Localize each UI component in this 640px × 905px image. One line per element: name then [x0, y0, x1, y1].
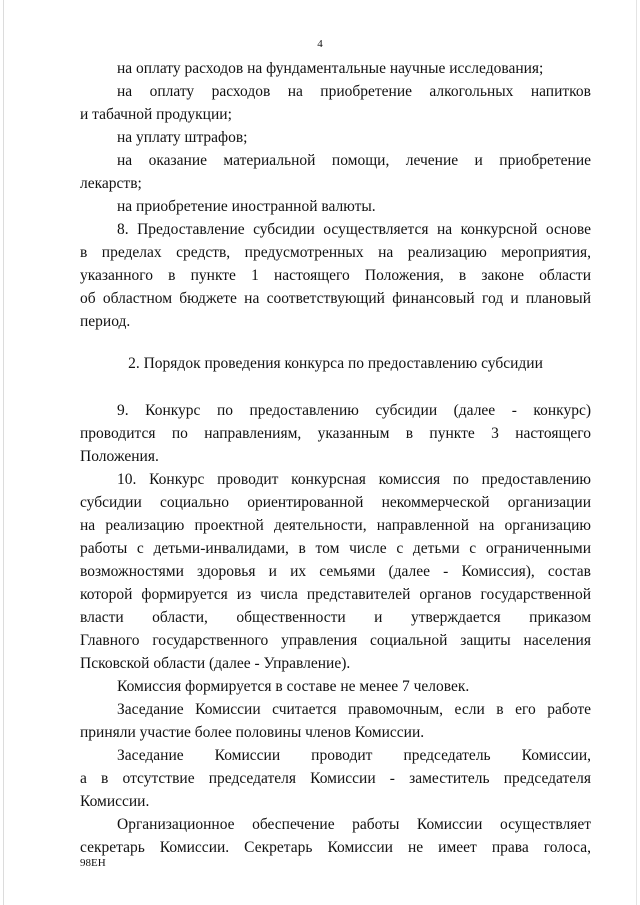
text-line: Положения. — [80, 448, 159, 465]
text-line: на оказание материальной помощи, лечение и приобретение — [117, 152, 591, 169]
text-line: и табачной продукции; — [80, 106, 232, 123]
text-line: власти области, общественности и утверждается приказом — [80, 609, 591, 626]
scan-edge-right — [636, 0, 637, 905]
text-line: об областном бюджете на соответствующий финансовый год и плановый — [80, 290, 591, 307]
text-line: 10. Конкурс проводит конкурсная комиссия по предоставлению — [117, 471, 591, 488]
text-line: Комиссии. — [80, 793, 150, 810]
text-line: в пределах средств, предусмотренных на реализацию мероприятия, — [80, 244, 591, 261]
text-line: лекарств; — [80, 175, 142, 192]
text-line: Заседание Комиссии проводит председатель Комиссии, — [117, 747, 591, 764]
scan-edge-left — [3, 0, 4, 905]
footer-code: 98ЕН — [80, 857, 106, 869]
text-line: период. — [80, 313, 131, 330]
text-line: субсидии социально ориентированной некоммерческой организации — [80, 494, 591, 511]
text-line: на реализацию проектной деятельности, направленной на организацию — [80, 517, 591, 534]
text-line: секретарь Комиссии. Секретарь Комиссии не имеет права голоса, — [80, 839, 591, 856]
text-line: на оплату расходов на фундаментальные научные исследования; — [117, 60, 544, 77]
text-line: на оплату расходов на приобретение алкогольных напитков — [117, 83, 591, 100]
text-line: приняли участие более половины членов Комиссии. — [80, 724, 425, 741]
text-line: Заседание Комиссии считается правомочным, если в его работе — [117, 701, 591, 718]
text-line: а в отсутствие председателя Комиссии - заместитель председателя — [80, 770, 591, 787]
text-line: на приобретение иностранной валюты. — [117, 198, 376, 215]
text-line: указанного в пункте 1 настоящего Положения, в законе области — [80, 267, 591, 284]
text-line: 9. Конкурс по предоставлению субсидии (далее - конкурс) — [117, 402, 591, 419]
section-heading: 2. Порядок проведения конкурса по предоставлению субсидии — [128, 355, 543, 372]
text-line: проводится по направлениям, указанным в пункте 3 настоящего — [80, 425, 591, 442]
text-line: 8. Предоставление субсидии осуществляется на конкурсной основе — [117, 221, 591, 238]
text-line: Псковской области (далее - Управление). — [80, 655, 351, 672]
text-line: возможностями здоровья и их семьями (далее - Комиссия), состав — [80, 563, 591, 580]
text-line: Комиссия формируется в составе не менее 7 человек. — [117, 678, 470, 695]
page-number: 4 — [317, 38, 323, 50]
text-line: Организационное обеспечение работы Комиссии осуществляет — [117, 816, 591, 833]
text-line: на уплату штрафов; — [117, 129, 248, 146]
text-line: которой формируется из числа представителей органов государственной — [80, 586, 591, 603]
text-line: Главного государственного управления социальной защиты населения — [80, 632, 591, 649]
text-line: работы с детьми-инвалидами, в том числе с детьми с ограниченными — [80, 540, 591, 557]
